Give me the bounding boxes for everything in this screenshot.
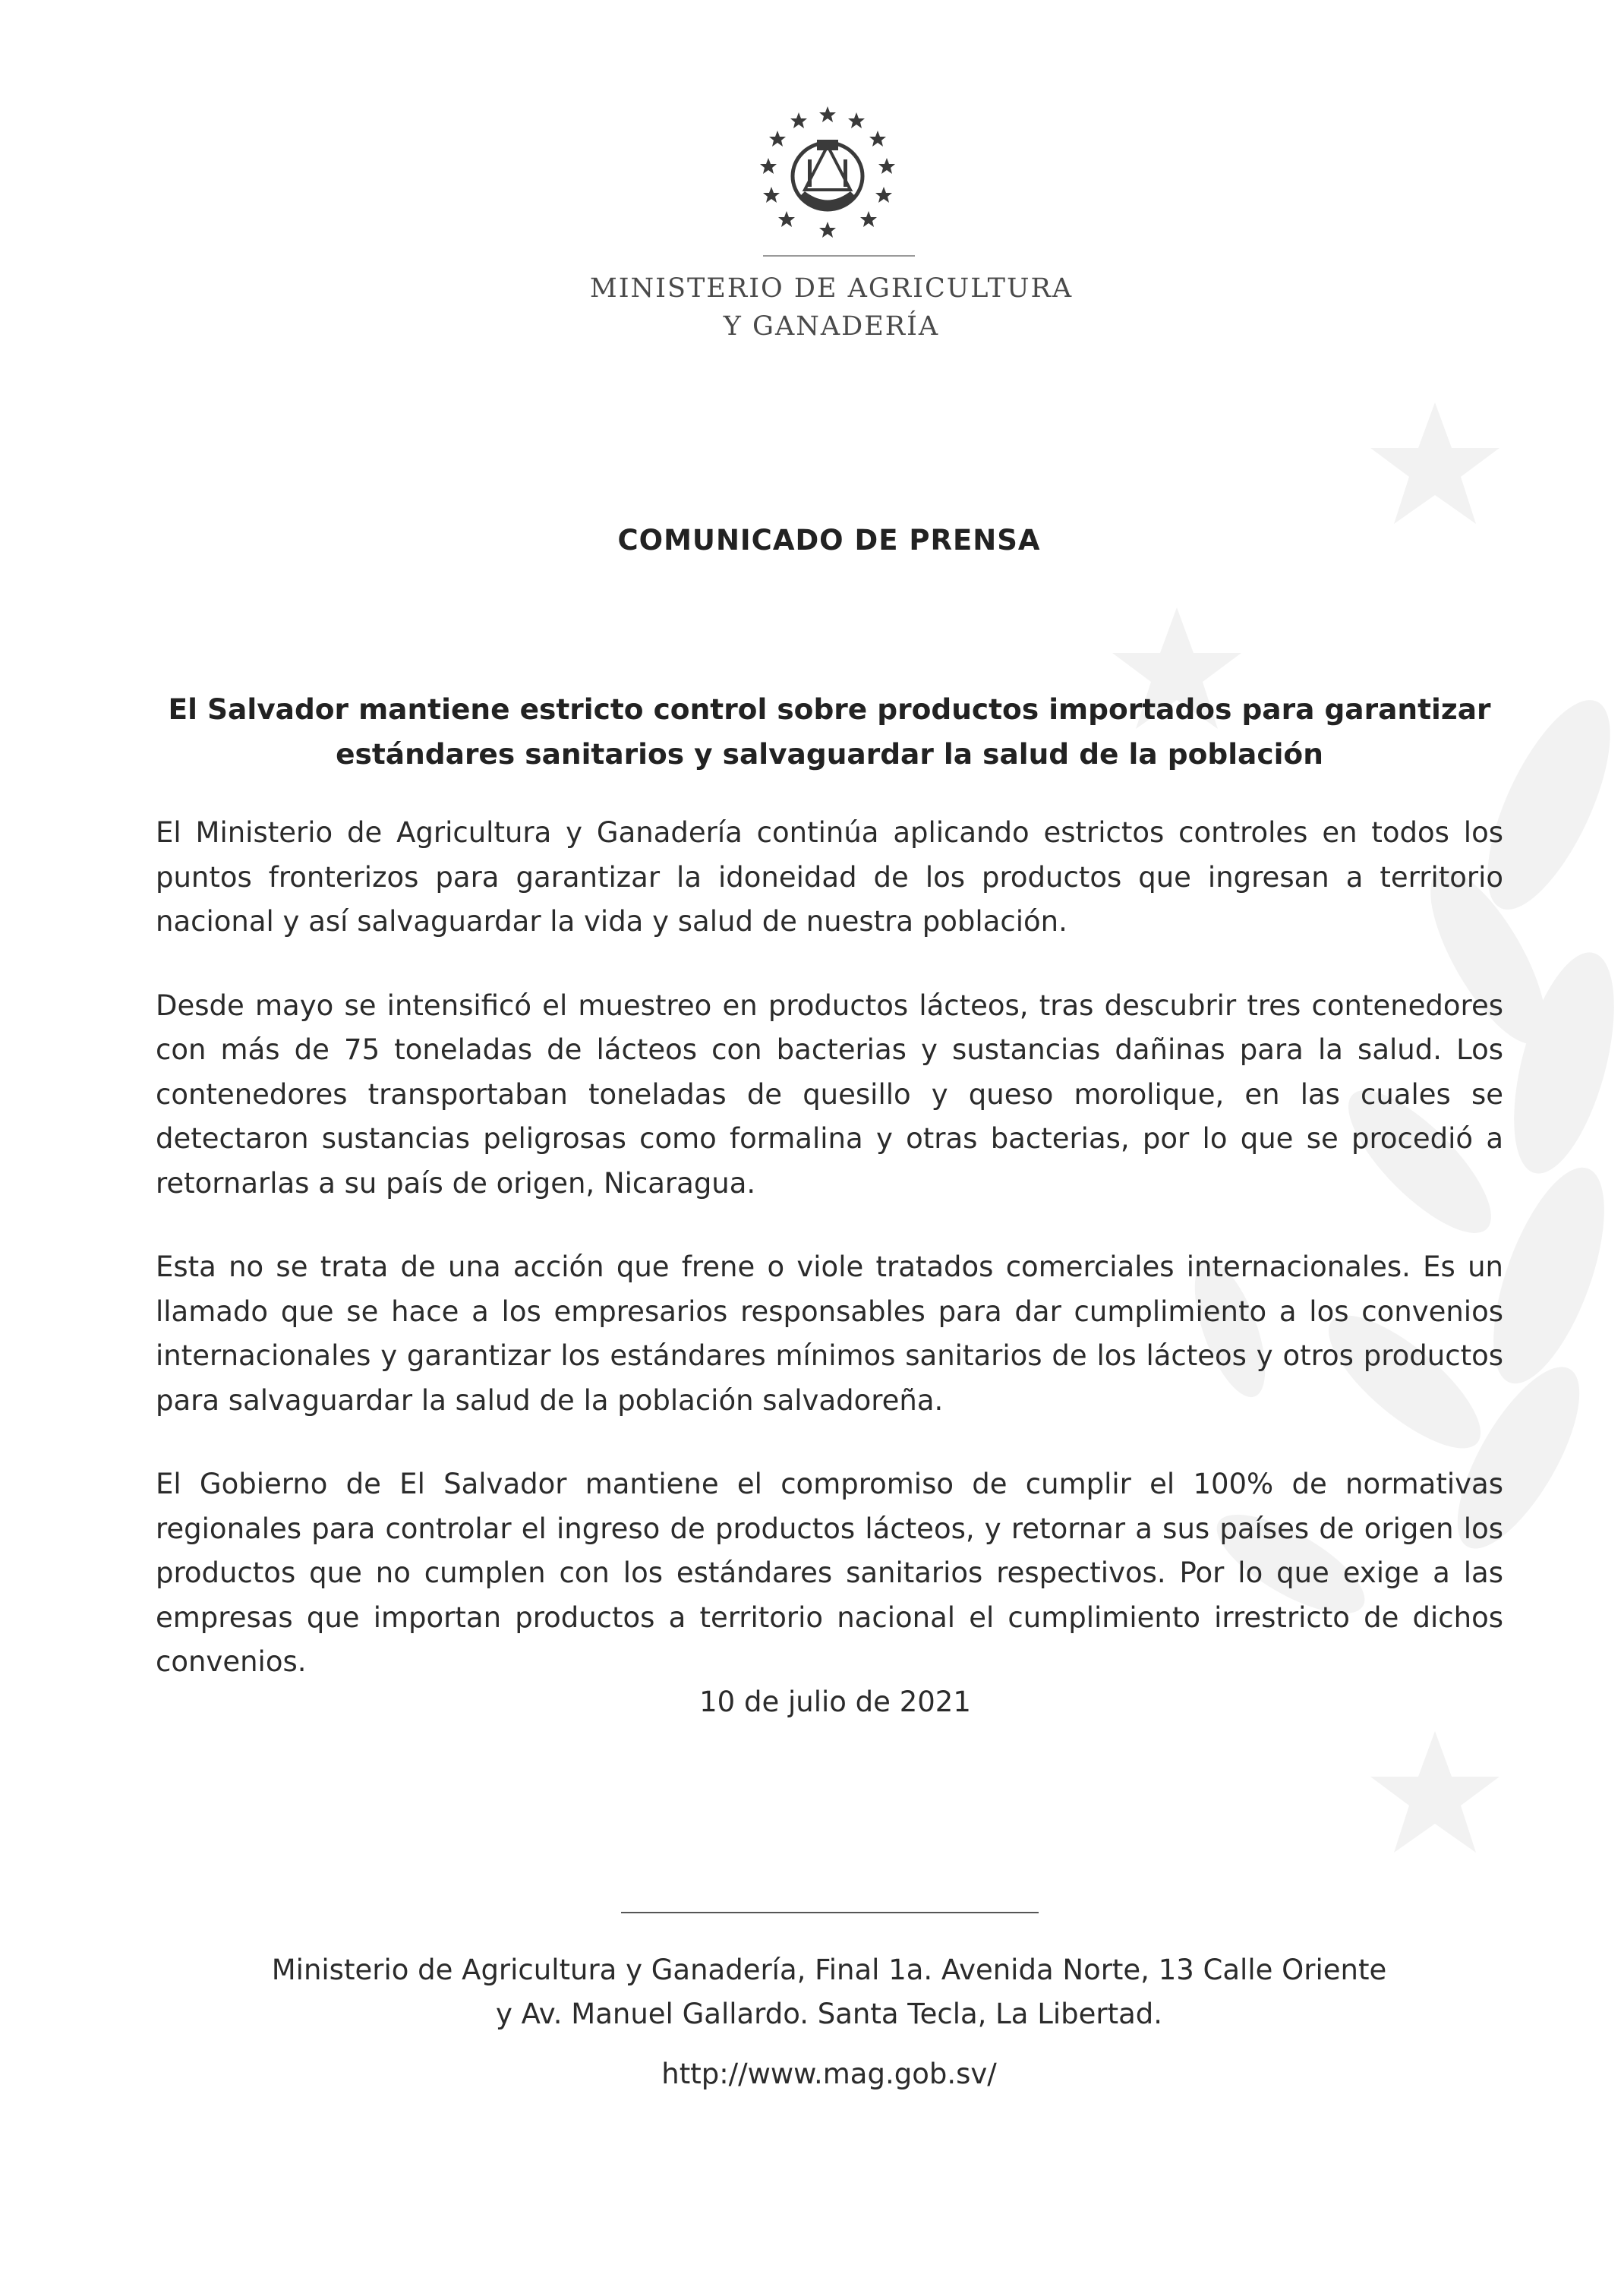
- paragraph: Esta no se trata de una acción que frene o viole tratados comerciales internacionales. Es un llamado que se hace a los empresarios responsables para dar cumplimiento a los convenios internacionales y garantizar los estándares mínimos sanitarios de los lácteos y otros productos para salvaguardar la salud de la población salvadoreña.: [156, 1250, 1503, 1417]
- paragraph: Desde mayo se intensificó el muestreo en productos lácteos, tras descubrir tres contenedores con más de 75 toneladas de lácteos con bacterias y sustancias dañinas para la salud. Los contenedores transportaban toneladas de quesillo y queso morolique, en las cuales se detectaron sustancias peligrosas como formalina y otras bacterias, por lo que se procedió a retornarlas a su país de origen, Nicaragua.: [156, 989, 1503, 1200]
- headline-line1: El Salvador mantiene estricto control sobre productos importados para garantizar: [168, 692, 1491, 726]
- footer-divider: [621, 1912, 1039, 1913]
- press-release-title: COMUNICADO DE PRENSA: [617, 524, 1041, 557]
- ministry-name-line1: MINISTERIO DE AGRICULTURA: [589, 273, 1074, 304]
- el-salvador-coat-of-arms-icon: [744, 106, 911, 243]
- website-link[interactable]: http://www.mag.gob.sv/: [661, 2058, 997, 2090]
- header-divider: [763, 255, 915, 257]
- footer-address-line2: y Av. Manuel Gallardo. Santa Tecla, La Libertad.: [495, 1998, 1163, 2030]
- headline-line2: estándares sanitarios y salvaguardar la salud de la población: [336, 737, 1323, 771]
- release-date: 10 de julio de 2021: [699, 1686, 971, 1718]
- headline: [156, 687, 1503, 777]
- ministry-name-line2: Y GANADERÍA: [723, 311, 940, 342]
- ministry-name: [456, 270, 1207, 345]
- paragraph: El Ministerio de Agricultura y Ganadería continúa aplicando estrictos controles en todos los puntos fronterizos para garantizar la idoneidad de los productos que ingresan a territorio nacional y así salvaguardar la vida y salud de nuestra población.: [156, 816, 1503, 938]
- footer-address-line1: Ministerio de Agricultura y Ganadería, Final 1a. Avenida Norte, 13 Calle Oriente: [271, 1954, 1387, 1986]
- paragraph: El Gobierno de El Salvador mantiene el compromiso de cumplir el 100% de normativas regionales para controlar el ingreso de productos lácteos, y retornar a sus países de origen los productos que no cumplen con los estándares sanitarios respectivos. Por lo que exige a las empresas que importan productos a territorio nacional el cumplimiento irrestricto de dichos convenios.: [156, 1468, 1503, 1678]
- coat-of-arms-emblem: [744, 106, 911, 243]
- footer-address: [0, 1948, 1624, 2036]
- body-text: [156, 811, 1503, 1724]
